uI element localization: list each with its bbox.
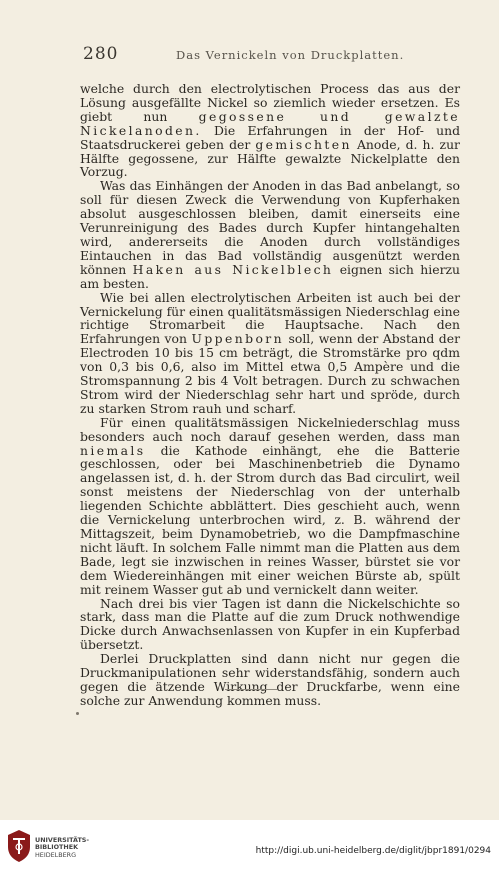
p2-text-b: eignen sich hierzu am besten. [80,261,460,291]
footer-bar [0,820,499,871]
p3-text-a: Wie bei allen electrolytischen Arbeiten ist auch bei der Vernickelung für einen qualitätsmässigen Niederschlag eine richtige Stromarbeit die Hauptsache. Nach den Erfahrungen von [80,289,460,347]
p4-text-a: Für einen qualitätsmässigen Nickelniederschlag muss besonders auch noch darauf gesehen werden, dass man [80,414,460,444]
p4-emphasis-never: niemals [80,442,146,458]
paragraph-1 [80,82,460,179]
page-number: 280 [83,44,119,64]
paragraph-6: Derlei Druckplatten sind dann nicht nur gegen die Druckmanipulationen sehr widerstandsfähig, sondern auch gegen die ätzende Wirkung der Druckfarbe, wenn eine solche zur Anwendung kommen muss. [80,651,460,708]
p4-text-b: die Kathode einhängt, ehe die Batterie geschlossen, oder bei Maschinenbetrieb die Dynamo angelassen ist, d. h. der Strom durch das Bad circulirt, weil sonst meistens der Niederschlag von der unterhalb liegenden Schichte abblättert. Dies geschieht auch, wenn die Vernickelung unterbrochen wird, z. B. während der Mittagszeit, beim Dynamobetrieb, wo die Dampfmaschine nicht läuft. In solchem Falle nimmt man die Platten aus dem Bade, legt sie inzwischen in reines Wasser, bürstet sie vor dem Wiedereinhängen mit einer weichen Bürste ab, spült mit reinem Wasser gut ab und vernickelt dann weiter. [80,442,460,597]
p2-text-a: Was das Einhängen der Anoden in das Bad anbelangt, so soll für diesen Zweck die Verwendung von Kupferhaken absolut ausgeschlossen bleiben, damit einerseits eine Verunreinigung des Bades durch Kupfer hintangehalten wird, andererseits die Anoden durch vollständiges Eintauchen in das Bad vollständig ausgenützt werden können [80,178,460,277]
permalink-url[interactable]: http://digi.ub.uni-heidelberg.de/diglit/jbpr1891/0294 [255,846,491,856]
paragraph-4 [80,416,460,597]
library-line-1: UNIVERSITÄTS- [35,836,90,844]
body-text [80,82,460,708]
page-header [83,44,463,64]
paragraph-3 [80,291,460,416]
paragraph-2 [80,179,460,290]
library-line-2: BIBLIOTHEK [35,843,79,852]
heidelberg-library-seal-icon [6,829,32,863]
p1-text-a: welche durch den electrolytischen Process das aus der Lösung ausgefällte Nickel so ziemlich wieder ersetzen. Es giebt nun [80,81,460,124]
library-name [35,837,89,859]
section-end-rule [225,689,277,690]
paragraph-5: Nach drei bis vier Tagen ist dann die Nickelschichte so stark, dass man die Platte auf die zum Druck nothwendige Dicke durch Anwachsenlassen von Kupfer in ein Kupferbad übersetzt. [80,595,460,653]
p3-text-b: soll, wenn der Abstand der Electroden 10 bis 15 cm beträgt, die Stromstärke pro qdm von 0,3 bis 0,6, also im Mittel etwa 0,5 Ampère und die Stromspannung 2 bis 4 Volt betragen. Durch zu schwachen Strom wird der Niederschlag sehr hart und spröde, durch zu starken Strom rauh und scharf. [80,331,460,416]
p1-emphasis-mixed: gemischten [255,136,352,152]
p2-emphasis-hooks: Haken aus Nickelblech [132,261,334,277]
p1-text-c: Anode, d. h. zur Hälfte gegossene, zur Hälfte gewalzte Nickelplatte den Vorzug. [80,136,460,180]
margin-mark [76,712,79,715]
running-title: Das Vernickeln von Druckplatten. [176,48,405,62]
p1-text-b: Die Erfahrungen in der Hof- und Staatsdruckerei geben der [80,122,460,152]
p1-emphasis-anodes: gegossene und gewalzte Nickelanoden. [80,108,460,138]
p3-emphasis-name: Uppenborn [191,331,285,347]
library-line-3: HEIDELBERG [35,850,77,859]
